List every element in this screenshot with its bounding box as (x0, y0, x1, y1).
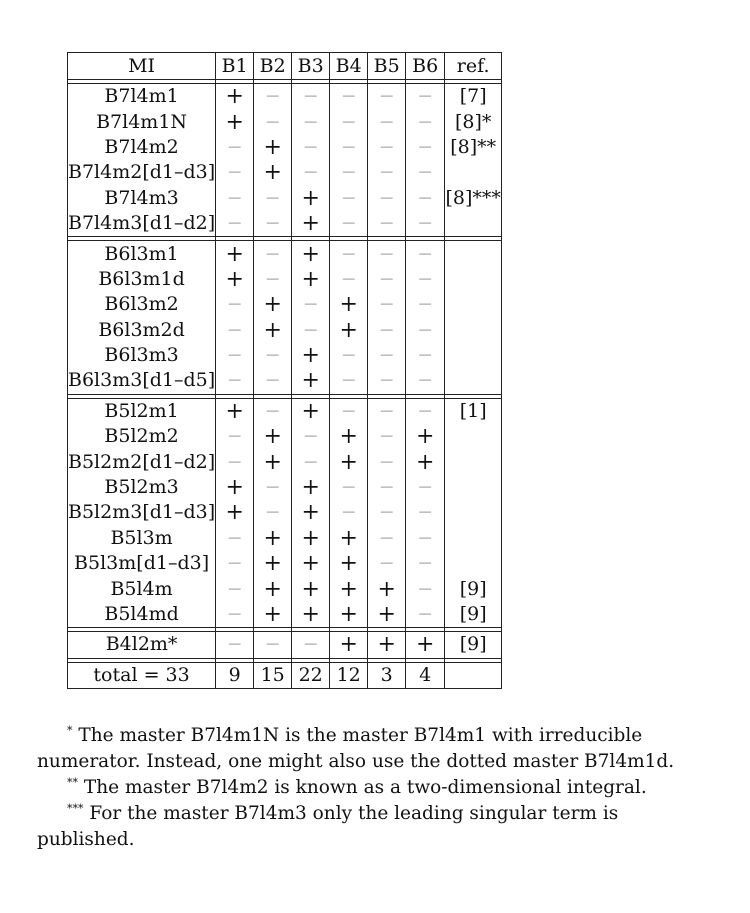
block-b1-cell: − (216, 576, 254, 601)
table-row (68, 84, 502, 110)
footnote-text: The master B7l4m2 is known as a two-dimensional integral. (78, 777, 647, 798)
footnote-3 (37, 801, 697, 853)
block-b2-cell: + (254, 551, 292, 576)
block-b4-cell: − (330, 84, 368, 110)
reference-cell (445, 500, 502, 525)
master-integral-name: B5l3m (68, 526, 216, 551)
reference-cell: [1] (445, 398, 502, 424)
block-b4-cell: − (330, 160, 368, 185)
block-b3-cell: − (292, 135, 330, 160)
header-b5: B5 (368, 53, 406, 80)
block-b3-cell: + (292, 526, 330, 551)
block-b4-cell: − (330, 475, 368, 500)
master-integral-name: B5l2m2 (68, 424, 216, 449)
block-b6-cell: − (406, 241, 445, 267)
header-b1: B1 (216, 53, 254, 80)
reference-cell (445, 449, 502, 474)
reference-cell (445, 211, 502, 237)
reference-cell (445, 343, 502, 368)
block-b5-cell: + (368, 602, 406, 628)
block-b1-cell: − (216, 211, 254, 237)
reference-cell: [7] (445, 84, 502, 110)
reference-cell: [9] (445, 632, 502, 658)
block-b4-cell: − (330, 186, 368, 211)
block-b6-cell: + (406, 449, 445, 474)
table-row (68, 211, 502, 237)
reference-cell (445, 241, 502, 267)
table-row (68, 500, 502, 525)
block-b2-cell: − (254, 632, 292, 658)
block-b5-cell: − (368, 500, 406, 525)
block-b1-cell: + (216, 500, 254, 525)
block-b2-cell: − (254, 109, 292, 134)
block-b4-cell: + (330, 632, 368, 658)
table-row (68, 241, 502, 267)
block-b6-cell: − (406, 475, 445, 500)
block-b5-cell: − (368, 398, 406, 424)
table-row (68, 267, 502, 292)
block-b4-cell: − (330, 109, 368, 134)
block-b6-cell: − (406, 318, 445, 343)
block-b3-cell: + (292, 241, 330, 267)
block-b5-cell: − (368, 368, 406, 394)
block-b3-cell: + (292, 576, 330, 601)
total-b5: 3 (368, 662, 406, 688)
header-b6: B6 (406, 53, 445, 80)
total-b1: 9 (216, 662, 254, 688)
block-b3-cell: − (292, 109, 330, 134)
reference-cell (445, 424, 502, 449)
header-b3: B3 (292, 53, 330, 80)
block-b6-cell: − (406, 211, 445, 237)
block-b1-cell: − (216, 526, 254, 551)
block-b1-cell: − (216, 368, 254, 394)
block-b3-cell: − (292, 84, 330, 110)
block-b1-cell: + (216, 267, 254, 292)
total-b3: 22 (292, 662, 330, 688)
block-b5-cell: − (368, 211, 406, 237)
block-b5-cell: − (368, 292, 406, 317)
block-b1-cell: − (216, 292, 254, 317)
master-integral-name: B6l3m1 (68, 241, 216, 267)
table-row (68, 318, 502, 343)
reference-cell (445, 267, 502, 292)
block-b1-cell: − (216, 186, 254, 211)
block-b1-cell: + (216, 84, 254, 110)
block-b5-cell: − (368, 109, 406, 134)
block-b4-cell: + (330, 576, 368, 601)
table-row (68, 160, 502, 185)
reference-cell (445, 551, 502, 576)
master-integral-name: B6l3m2 (68, 292, 216, 317)
block-b5-cell: − (368, 449, 406, 474)
block-b6-cell: + (406, 424, 445, 449)
reference-cell: [9] (445, 576, 502, 601)
block-b2-cell: − (254, 84, 292, 110)
block-b1-cell: + (216, 109, 254, 134)
block-b4-cell: − (330, 368, 368, 394)
reference-cell: [8]** (445, 135, 502, 160)
reference-cell (445, 160, 502, 185)
block-b3-cell: + (292, 211, 330, 237)
total-ref (445, 662, 502, 688)
block-b5-cell: − (368, 84, 406, 110)
block-b6-cell: − (406, 186, 445, 211)
total-b4: 12 (330, 662, 368, 688)
table-row (68, 632, 502, 658)
master-integral-name: B6l3m3[d1–d5] (68, 368, 216, 394)
block-b4-cell: − (330, 500, 368, 525)
master-integrals-table (67, 52, 502, 689)
block-b6-cell: − (406, 576, 445, 601)
master-integral-name: B5l3m[d1–d3] (68, 551, 216, 576)
master-integral-name: B5l4m (68, 576, 216, 601)
block-b6-cell: − (406, 398, 445, 424)
block-b2-cell: − (254, 267, 292, 292)
reference-cell: [8]*** (445, 186, 502, 211)
block-b4-cell: − (330, 211, 368, 237)
table-body (68, 80, 502, 689)
block-b2-cell: + (254, 526, 292, 551)
block-b6-cell: − (406, 500, 445, 525)
block-b3-cell: + (292, 398, 330, 424)
master-integral-name: B7l4m2 (68, 135, 216, 160)
block-b3-cell: − (292, 292, 330, 317)
block-b2-cell: − (254, 211, 292, 237)
block-b3-cell: − (292, 632, 330, 658)
block-b2-cell: − (254, 475, 292, 500)
block-b2-cell: + (254, 424, 292, 449)
block-b5-cell: − (368, 241, 406, 267)
master-integral-name: B7l4m2[d1–d3] (68, 160, 216, 185)
master-integral-name: B5l2m1 (68, 398, 216, 424)
master-integral-name: B5l2m2[d1–d2] (68, 449, 216, 474)
block-b6-cell: − (406, 551, 445, 576)
block-b4-cell: − (330, 398, 368, 424)
footnote-mark: *** (67, 802, 84, 815)
master-integral-name: B7l4m3 (68, 186, 216, 211)
block-b5-cell: − (368, 526, 406, 551)
block-b4-cell: + (330, 424, 368, 449)
block-b3-cell: + (292, 602, 330, 628)
header-row (68, 53, 502, 80)
table-row (68, 449, 502, 474)
master-integral-name: B7l4m1N (68, 109, 216, 134)
block-b5-cell: − (368, 135, 406, 160)
total-b6: 4 (406, 662, 445, 688)
block-b4-cell: − (330, 135, 368, 160)
block-b2-cell: + (254, 160, 292, 185)
block-b6-cell: − (406, 343, 445, 368)
block-b2-cell: − (254, 343, 292, 368)
block-b6-cell: − (406, 602, 445, 628)
block-b6-cell: + (406, 632, 445, 658)
block-b2-cell: − (254, 186, 292, 211)
header-b4: B4 (330, 53, 368, 80)
block-b2-cell: − (254, 368, 292, 394)
block-b3-cell: + (292, 475, 330, 500)
master-integral-name: B6l3m2d (68, 318, 216, 343)
total-label: total = 33 (68, 662, 216, 688)
block-b1-cell: + (216, 398, 254, 424)
block-b1-cell: − (216, 449, 254, 474)
footnote-2 (37, 775, 697, 801)
block-b5-cell: − (368, 186, 406, 211)
table-row (68, 602, 502, 628)
block-b1-cell: − (216, 135, 254, 160)
block-b5-cell: + (368, 632, 406, 658)
block-b2-cell: + (254, 292, 292, 317)
block-b2-cell: − (254, 241, 292, 267)
reference-cell (445, 526, 502, 551)
header-b2: B2 (254, 53, 292, 80)
block-b6-cell: − (406, 135, 445, 160)
block-b1-cell: − (216, 632, 254, 658)
table-row (68, 526, 502, 551)
master-integral-name: B6l3m1d (68, 267, 216, 292)
block-b3-cell: − (292, 318, 330, 343)
master-integral-name: B5l2m3 (68, 475, 216, 500)
block-b3-cell: + (292, 368, 330, 394)
block-b6-cell: − (406, 368, 445, 394)
block-b5-cell: + (368, 576, 406, 601)
block-b6-cell: − (406, 267, 445, 292)
block-b4-cell: + (330, 292, 368, 317)
table-row (68, 576, 502, 601)
block-b6-cell: − (406, 84, 445, 110)
footnote-1 (37, 723, 697, 775)
total-row (68, 662, 502, 688)
block-b6-cell: − (406, 109, 445, 134)
block-b2-cell: − (254, 500, 292, 525)
block-b6-cell: − (406, 526, 445, 551)
block-b5-cell: − (368, 267, 406, 292)
master-integral-name: B7l4m3[d1–d2] (68, 211, 216, 237)
block-b4-cell: + (330, 526, 368, 551)
block-b4-cell: + (330, 318, 368, 343)
footnotes (37, 723, 697, 853)
reference-cell: [9] (445, 602, 502, 628)
block-b3-cell: − (292, 424, 330, 449)
block-b2-cell: + (254, 135, 292, 160)
block-b5-cell: − (368, 318, 406, 343)
reference-cell: [8]* (445, 109, 502, 134)
block-b4-cell: − (330, 267, 368, 292)
block-b4-cell: + (330, 551, 368, 576)
reference-cell (445, 368, 502, 394)
header-mi: MI (68, 53, 216, 80)
block-b3-cell: + (292, 267, 330, 292)
block-b2-cell: + (254, 449, 292, 474)
block-b4-cell: + (330, 602, 368, 628)
table-row (68, 109, 502, 134)
block-b3-cell: − (292, 449, 330, 474)
table-row (68, 551, 502, 576)
block-b5-cell: − (368, 475, 406, 500)
block-b1-cell: − (216, 602, 254, 628)
footnote-text: The master B7l4m1N is the master B7l4m1 with irreducible numerator. Instead, one might also use the dotted master B7l4m1d. (37, 725, 675, 772)
table-row (68, 368, 502, 394)
footnote-mark: ** (67, 776, 78, 789)
block-b1-cell: − (216, 160, 254, 185)
table-row (68, 424, 502, 449)
table-row (68, 292, 502, 317)
block-b1-cell: − (216, 318, 254, 343)
block-b6-cell: − (406, 292, 445, 317)
master-integral-name: B6l3m3 (68, 343, 216, 368)
block-b3-cell: + (292, 343, 330, 368)
block-b6-cell: − (406, 160, 445, 185)
master-integral-name: B5l4md (68, 602, 216, 628)
header-ref: ref. (445, 53, 502, 80)
block-b5-cell: − (368, 551, 406, 576)
table-row (68, 343, 502, 368)
reference-cell (445, 318, 502, 343)
master-integral-name: B4l2m* (68, 632, 216, 658)
table-row (68, 186, 502, 211)
block-b3-cell: + (292, 186, 330, 211)
block-b5-cell: − (368, 160, 406, 185)
reference-cell (445, 475, 502, 500)
reference-cell (445, 292, 502, 317)
master-integral-name: B5l2m3[d1–d3] (68, 500, 216, 525)
block-b1-cell: − (216, 424, 254, 449)
footnote-text: For the master B7l4m3 only the leading singular term is published. (37, 803, 619, 850)
block-b3-cell: − (292, 160, 330, 185)
table-row (68, 135, 502, 160)
block-b3-cell: + (292, 500, 330, 525)
block-b4-cell: + (330, 449, 368, 474)
block-b4-cell: − (330, 241, 368, 267)
total-b2: 15 (254, 662, 292, 688)
block-b1-cell: − (216, 343, 254, 368)
block-b2-cell: + (254, 318, 292, 343)
block-b5-cell: − (368, 343, 406, 368)
footnote-mark: * (67, 724, 73, 737)
table-row (68, 398, 502, 424)
block-b3-cell: + (292, 551, 330, 576)
block-b1-cell: + (216, 475, 254, 500)
block-b1-cell: − (216, 551, 254, 576)
table-row (68, 475, 502, 500)
master-integral-name: B7l4m1 (68, 84, 216, 110)
block-b5-cell: − (368, 424, 406, 449)
block-b2-cell: + (254, 602, 292, 628)
block-b1-cell: + (216, 241, 254, 267)
block-b2-cell: + (254, 576, 292, 601)
block-b4-cell: − (330, 343, 368, 368)
block-b2-cell: − (254, 398, 292, 424)
